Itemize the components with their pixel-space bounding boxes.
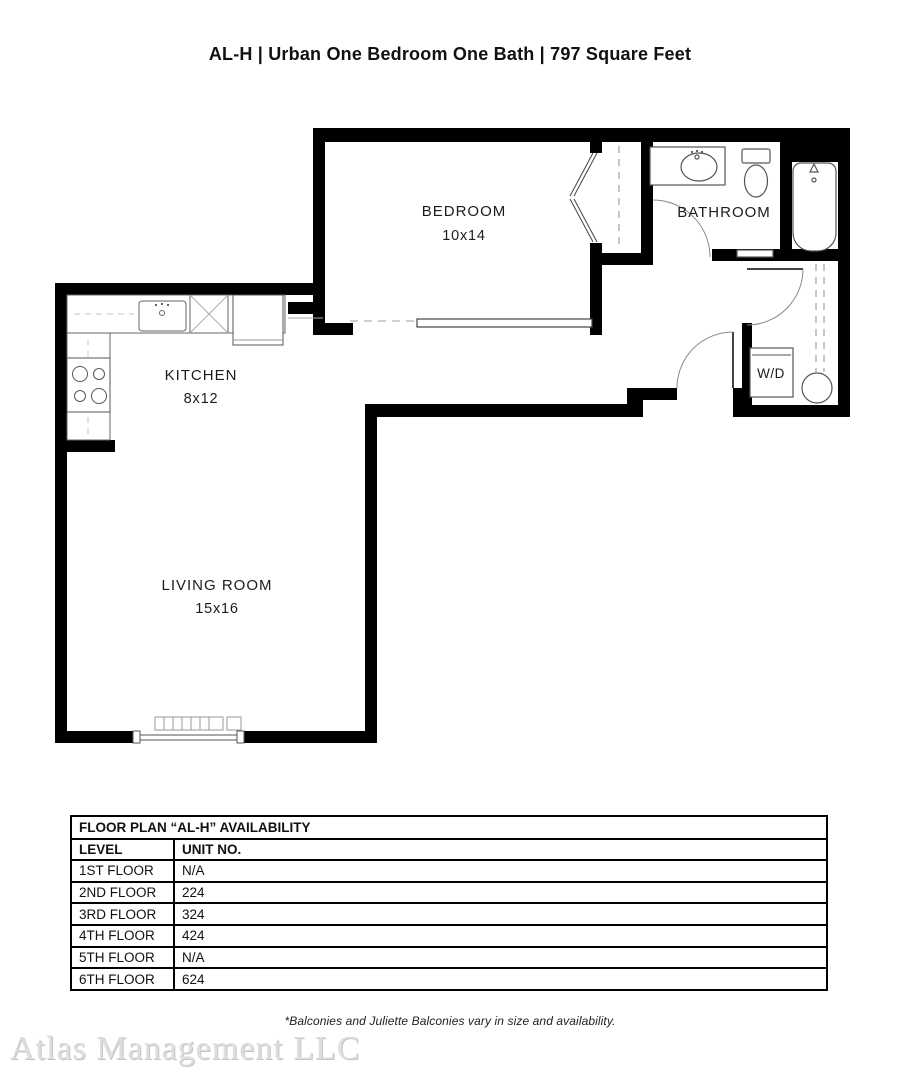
header-unit-no: UNIT NO.	[182, 842, 242, 857]
level-cell: 1ST FLOOR	[72, 861, 175, 881]
stove	[67, 358, 110, 412]
sink-faucet	[695, 155, 699, 159]
unit-cell: N/A	[182, 950, 205, 966]
table-row	[72, 904, 826, 926]
tub-drain	[812, 178, 816, 182]
page-title: AL-H | Urban One Bedroom One Bath | 797 Square Feet	[208, 44, 692, 64]
bathroom-shelf	[737, 250, 773, 257]
balcony-footnote: *Balconies and Juliette Balconies vary in size and availability.	[284, 1014, 616, 1028]
bathroom-label: BATHROOM	[677, 204, 771, 221]
level-cell: 5TH FLOOR	[72, 948, 175, 968]
table-row	[72, 948, 826, 970]
company-watermark: Atlas Management LLC	[10, 1030, 361, 1067]
unit-cell: 424	[182, 928, 205, 944]
kitchen-dims: 8x12	[183, 391, 219, 407]
living-room-details	[133, 717, 244, 743]
level-cell: 6TH FLOOR	[72, 969, 175, 989]
header-level: LEVEL	[72, 840, 175, 859]
entry-door-swing	[677, 332, 733, 388]
table-header-row	[72, 840, 826, 861]
level-cell: 4TH FLOOR	[72, 926, 175, 946]
level-cell: 2ND FLOOR	[72, 883, 175, 903]
sliding-door-panel	[417, 319, 592, 327]
toilet-tank	[742, 149, 770, 163]
availability-table	[70, 815, 828, 991]
kitchen-sink	[139, 301, 186, 331]
doors	[350, 153, 803, 388]
linen-door-swing	[747, 269, 803, 325]
kitchen-label: KITCHEN	[164, 367, 238, 384]
bedroom-dims: 10x14	[442, 228, 486, 244]
toilet-bowl	[745, 165, 768, 197]
baseboard-heater	[155, 717, 241, 730]
bifold-doors	[570, 153, 597, 242]
bathroom-fixtures	[650, 147, 836, 257]
level-cell: 3RD FLOOR	[72, 904, 175, 924]
living-room-dims: 15x16	[195, 601, 239, 617]
unit-cell: 324	[182, 906, 205, 922]
water-heater	[802, 373, 832, 403]
window	[133, 731, 244, 743]
table-row	[72, 969, 826, 989]
unit-cell: 224	[182, 885, 205, 901]
living-room-label: LIVING ROOM	[161, 577, 273, 594]
unit-cell: N/A	[182, 863, 205, 879]
washer-dryer-label: W/D	[757, 366, 785, 381]
availability-table-title: FLOOR PLAN “AL-H” AVAILABILITY	[72, 817, 826, 840]
bathtub	[793, 163, 836, 251]
table-row	[72, 926, 826, 948]
table-row	[72, 883, 826, 905]
refrigerator	[233, 295, 283, 345]
table-row	[72, 861, 826, 883]
unit-cell: 624	[182, 971, 205, 987]
kitchen-faucet	[160, 311, 165, 316]
bedroom-label: BEDROOM	[421, 203, 507, 220]
